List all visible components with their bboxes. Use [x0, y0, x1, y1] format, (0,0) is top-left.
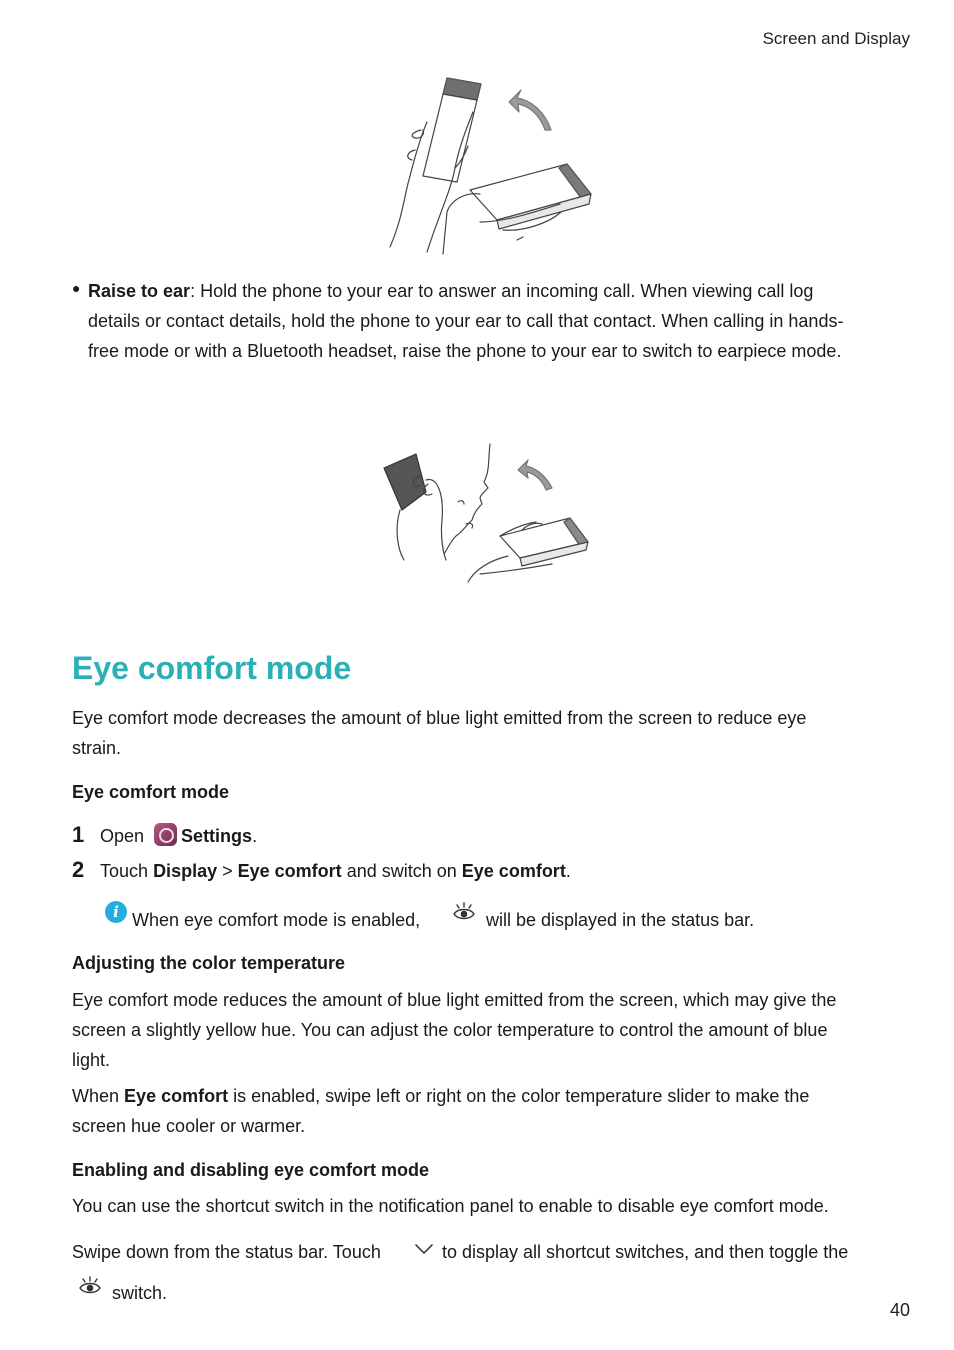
step-1-number: 1 — [72, 822, 85, 847]
step-2-mid: and switch on — [346, 861, 457, 881]
eye-comfort-switch-icon — [78, 1276, 102, 1296]
step-1-pre: Open — [100, 826, 145, 846]
raise-to-ear-paragraph — [88, 276, 918, 366]
color-temp-p1-line3: light. — [72, 1050, 111, 1070]
raise-to-ear-line2: details or contact details, hold the phone to your ear to call that contact. When calling in hands- — [88, 311, 844, 331]
color-temp-p1-line2: screen a slightly yellow hue. You can adjust the color temperature to control the amount of blue — [72, 1020, 828, 1040]
color-temp-p2-pre: When — [72, 1086, 120, 1106]
running-header: Screen and Display — [762, 29, 910, 48]
note-text-pre: When eye comfort mode is enabled, — [132, 910, 421, 930]
section-title: Eye comfort mode — [72, 650, 352, 686]
toggle-p2-post: to display all shortcut switches, and then toggle the — [442, 1242, 849, 1262]
color-temp-p2-bold: Eye comfort — [124, 1086, 229, 1106]
step-2-post: . — [565, 861, 571, 881]
color-temp-p2-line1: is enabled, swipe left or right on the color temperature slider to make the — [233, 1086, 810, 1106]
step-2-pre: Touch — [100, 861, 149, 881]
eye-comfort-status-icon — [452, 902, 476, 922]
intro-line1: Eye comfort mode decreases the amount of blue light emitted from the screen to reduce eye — [72, 708, 807, 728]
intro-line2: strain. — [72, 738, 122, 758]
color-temp-p1-line1: Eye comfort mode reduces the amount of blue light emitted from the screen, which may give the — [72, 990, 837, 1010]
step-1-text — [100, 821, 257, 851]
bullet-dot: ● — [72, 280, 81, 296]
note-text-post: will be displayed in the status bar. — [486, 910, 755, 930]
color-temp-paragraph-1 — [72, 985, 912, 1075]
color-temp-p2-line2: screen hue cooler or warmer. — [72, 1116, 306, 1136]
step-2-eye-comfort: Eye comfort — [237, 861, 342, 881]
page-number: 40 — [889, 1300, 910, 1320]
raise-to-ear-term: Raise to ear — [88, 281, 191, 301]
step-2-display: Display — [153, 861, 218, 881]
subheading-color-temperature: Adjusting the color temperature — [72, 953, 346, 973]
step-2-eye-comfort-switch: Eye comfort — [461, 861, 566, 881]
chevron-down-icon — [413, 1241, 435, 1257]
subheading-enable-disable: Enabling and disabling eye comfort mode — [72, 1160, 430, 1180]
toggle-paragraph-1: You can use the shortcut switch in the notification panel to enable to disable eye comfort mode. — [72, 1196, 829, 1216]
toggle-p2-end: switch. — [112, 1283, 168, 1303]
step-2-sep: > — [222, 861, 233, 881]
info-icon: i — [105, 901, 127, 923]
settings-app-icon — [154, 823, 177, 846]
raise-to-ear-line3: free mode or with a Bluetooth headset, raise the phone to your ear to switch to earpiece mode. — [88, 341, 842, 361]
eye-comfort-intro — [72, 703, 902, 763]
step-1-settings: Settings — [181, 826, 253, 846]
raise-to-ear-line1: : Hold the phone to your ear to answer an incoming call. When viewing call log — [190, 281, 814, 301]
step-2-number: 2 — [72, 857, 85, 882]
subheading-eye-comfort: Eye comfort mode — [72, 782, 230, 802]
flip-to-ear-illustration — [385, 72, 600, 257]
toggle-p2-pre: Swipe down from the status bar. Touch — [72, 1242, 381, 1262]
color-temp-paragraph-2 — [72, 1081, 912, 1141]
step-2-text — [100, 856, 571, 886]
step-1-post: . — [252, 826, 258, 846]
raise-to-ear-illustration — [380, 440, 600, 585]
